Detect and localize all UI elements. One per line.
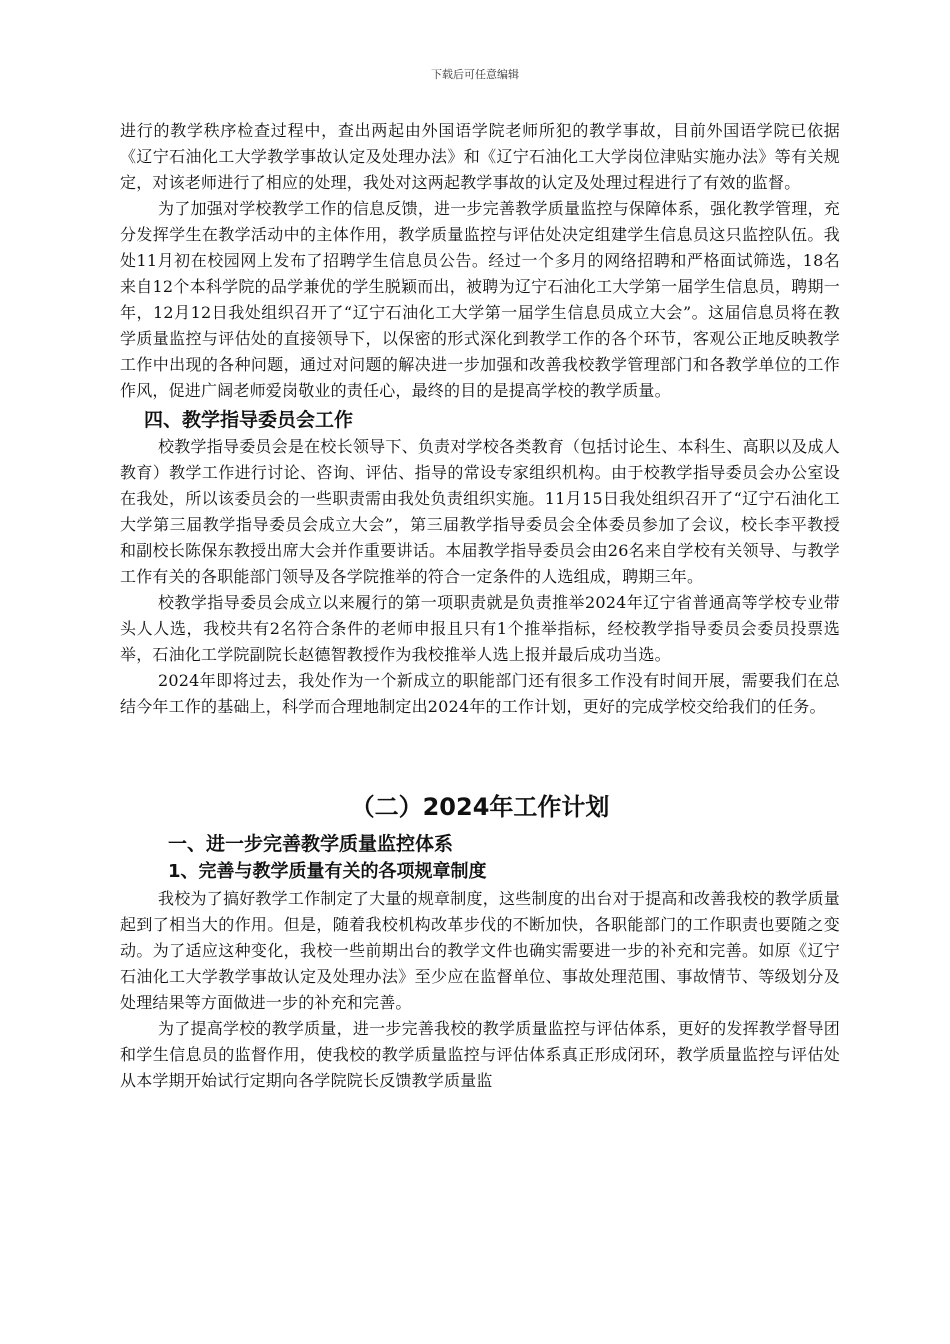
plan-subheading: 1、完善与教学质量有关的各项规章制度 (168, 861, 487, 882)
paragraph: 2024年即将过去，我处作为一个新成立的职能部门还有很多工作没有时间开展，需要我们在总结今年工作的基础上，科学而合理地制定出2024年的工作计划，更好的完成学校交给我们的任务。 (120, 671, 840, 716)
paragraph: 为了提高学校的教学质量，进一步完善我校的教学质量监控与评估体系，更好的发挥教学督导团和学生信息员的监督作用，使我校的教学质量监控与评估体系真正形成闭环，教学质量监控与评估处从本学期开始试行定期向各学院院长反馈教学质量监 (120, 1019, 840, 1090)
paragraph: 为了加强对学校教学工作的信息反馈，进一步完善教学质量监控与保障体系，强化教学管理，充分发挥学生在教学活动中的主体作用，教学质量监控与评估处决定组建学生信息员这只监控队伍。我处11月初在校园网上发布了招聘学生信息员公告。经过一个多月的网络招聘和严格面试筛选，18名来自12个本科学院的品学兼优的学生脱颖而出，被聘为辽宁石油化工大学第一届学生信息员，聘期一年，12月12日我处组织召开了“辽宁石油化工大学第一届学生信息员成立大会”。这届信息员将在教学质量监控与评估处的直接领导下，以保密的形式深化到教学工作的各个环节，客观公正地反映教学工作中出现的各种问题，通过对问题的解决进一步加强和改善我校教学管理部门和各教学单位的工作作风，促进广阔老师爱岗敬业的责任心，最终的目的是提高学校的教学质量。 (120, 199, 840, 400)
plan-heading: 一、进一步完善教学质量监控体系 (168, 833, 454, 855)
paragraph: 校教学指导委员会是在校长领导下、负责对学校各类教育（包括讨论生、本科生、高职以及成人教育）教学工作进行讨论、咨询、评估、指导的常设专家组织机构。由于校教学指导委员会办公室设在我处，所以该委员会的一些职责需由我处负责组织实施。11月15日我处组织召开了“辽宁石油化工大学第三届教学指导委员会成立大会”，第三届教学指导委员会全体委员参加了会议，校长李平教授和副校长陈保东教授出席大会并作重要讲话。本届教学指导委员会由26名来自学校有关领导、与教学工作有关的各职能部门领导及各学院推举的符合一定条件的人选组成，聘期三年。 (120, 437, 840, 586)
plan-title: （二）2024年工作计划 (350, 793, 610, 821)
page-header-note: 下载后可任意编辑 (431, 68, 519, 81)
paragraph: 校教学指导委员会成立以来履行的第一项职责就是负责推举2024年辽宁省普通高等学校专业带头人人选，我校共有2名符合条件的老师申报且只有1个推举指标，经校教学指导委员会委员投票选举，石油化工学院副院长赵德智教授作为我校推举人选上报并最后成功当选。 (120, 593, 840, 664)
section-heading: 四、教学指导委员会工作 (144, 409, 354, 431)
document-body (120, 118, 840, 1094)
paragraph: 进行的教学秩序检查过程中，查出两起由外国语学院老师所犯的教学事故，目前外国语学院已依据《辽宁石油化工大学教学事故认定及处理办法》和《辽宁石油化工大学岗位津贴实施办法》等有关规定，对该老师进行了相应的处理，我处对这两起教学事故的认定及处理过程进行了有效的监督。 (120, 121, 840, 192)
paragraph: 我校为了搞好教学工作制定了大量的规章制度，这些制度的出台对于提高和改善我校的教学质量起到了相当大的作用。但是，随着我校机构改革步伐的不断加快，各职能部门的工作职责也要随之变动。为了适应这种变化，我校一些前期出台的教学文件也确实需要进一步的补充和完善。如原《辽宁石油化工大学教学事故认定及处理办法》至少应在监督单位、事故处理范围、事故情节、等级划分及处理结果等方面做进一步的补充和完善。 (120, 889, 840, 1012)
